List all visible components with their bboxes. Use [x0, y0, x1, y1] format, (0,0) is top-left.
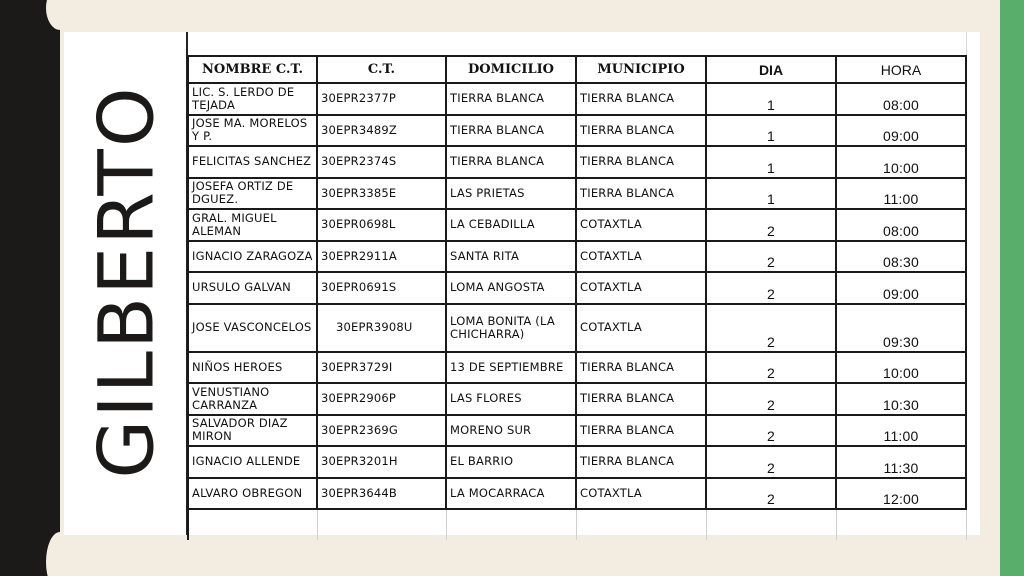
cell-municipio: TIERRA BLANCA [576, 352, 706, 384]
cell-dia: 1 [706, 146, 836, 178]
cell-domicilio: LA CEBADILLA [446, 209, 576, 241]
cell-ct: 30EPR0698L [317, 209, 446, 241]
table-row [188, 446, 966, 478]
cell-nombre: IGNACIO ZARAGOZA [188, 241, 317, 273]
cell-hora: 08:30 [836, 241, 966, 273]
cell-ct: 30EPR2906P [317, 383, 446, 415]
cell-municipio: COTAXTLA [576, 304, 706, 352]
table-row [188, 115, 966, 147]
dark-side-band [0, 0, 60, 576]
cell-dia: 2 [706, 352, 836, 384]
cell-municipio: COTAXTLA [576, 241, 706, 273]
cell-nombre: GRAL. MIGUEL ALEMAN [188, 209, 317, 241]
cell-municipio: TIERRA BLANCA [576, 446, 706, 478]
green-side-band [1000, 0, 1024, 576]
header-municipio: MUNICIPIO [576, 56, 706, 83]
cell-hora: 09:30 [836, 304, 966, 352]
cell-domicilio: TIERRA BLANCA [446, 115, 576, 147]
cell-dia: 2 [706, 209, 836, 241]
table-row [188, 241, 966, 273]
cell-hora: 10:00 [836, 352, 966, 384]
cell-hora: 11:30 [836, 446, 966, 478]
header-dia: DIA [706, 56, 836, 83]
table-row [188, 304, 966, 352]
cell-municipio: TIERRA BLANCA [576, 146, 706, 178]
cell-domicilio: LAS FLORES [446, 383, 576, 415]
cell-nombre: JOSE VASCONCELOS [188, 304, 317, 352]
cell-hora: 09:00 [836, 115, 966, 147]
cell-domicilio: LOMA ANGOSTA [446, 272, 576, 304]
cell-domicilio: TIERRA BLANCA [446, 83, 576, 115]
schedule-table [187, 55, 967, 540]
table-row [188, 146, 966, 178]
cell-dia: 2 [706, 446, 836, 478]
table-row [188, 209, 966, 241]
cell-dia: 2 [706, 272, 836, 304]
cell-ct: 30EPR0691S [317, 272, 446, 304]
cell-dia: 1 [706, 178, 836, 210]
cell-nombre: LIC. S. LERDO DE TEJADA [188, 83, 317, 115]
cell-domicilio: 13 DE SEPTIEMBRE [446, 352, 576, 384]
cell-ct: 30EPR2911A [317, 241, 446, 273]
cell-hora: 11:00 [836, 415, 966, 447]
cell-nombre: NIÑOS HEROES [188, 352, 317, 384]
cell-dia: 1 [706, 83, 836, 115]
cell-hora: 09:00 [836, 272, 966, 304]
cell-hora: 10:30 [836, 383, 966, 415]
table-row [188, 415, 966, 447]
empty-cell [706, 509, 836, 540]
cell-hora: 08:00 [836, 83, 966, 115]
cell-nombre: JOSEFA ORTIZ DE DGUEZ. [188, 178, 317, 210]
empty-cell [188, 509, 317, 540]
cell-domicilio: SANTA RITA [446, 241, 576, 273]
cell-dia: 2 [706, 241, 836, 273]
cell-domicilio: LOMA BONITA (LA CHICHARRA) [446, 304, 576, 352]
cell-domicilio: LA MOCARRACA [446, 478, 576, 510]
cell-municipio: TIERRA BLANCA [576, 115, 706, 147]
sheet-grid-edge [966, 32, 980, 535]
cell-municipio: TIERRA BLANCA [576, 415, 706, 447]
empty-row [188, 509, 966, 540]
table-row [188, 83, 966, 115]
cell-nombre: VENUSTIANO CARRANZA [188, 383, 317, 415]
table-row [188, 478, 966, 510]
cell-municipio: COTAXTLA [576, 272, 706, 304]
table-row [188, 352, 966, 384]
table-header-row [188, 56, 966, 83]
cell-domicilio: MORENO SUR [446, 415, 576, 447]
table-row [188, 383, 966, 415]
cell-hora: 12:00 [836, 478, 966, 510]
cell-nombre: ALVARO OBREGON [188, 478, 317, 510]
cell-municipio: TIERRA BLANCA [576, 178, 706, 210]
cell-ct: 30EPR2369G [317, 415, 446, 447]
cell-domicilio: TIERRA BLANCA [446, 146, 576, 178]
empty-cell [446, 509, 576, 540]
cell-ct: 30EPR3489Z [317, 115, 446, 147]
cell-dia: 1 [706, 115, 836, 147]
table-row [188, 178, 966, 210]
cell-municipio: COTAXTLA [576, 209, 706, 241]
empty-cell [836, 509, 966, 540]
cell-hora: 10:00 [836, 146, 966, 178]
cell-municipio: COTAXTLA [576, 478, 706, 510]
cell-nombre: FELICITAS SANCHEZ [188, 146, 317, 178]
cell-hora: 11:00 [836, 178, 966, 210]
empty-cell [317, 509, 446, 540]
header-hora: HORA [836, 56, 966, 83]
cell-nombre: URSULO GALVAN [188, 272, 317, 304]
cell-ct: 30EPR3385E [317, 178, 446, 210]
cell-ct: 30EPR3644B [317, 478, 446, 510]
header-domicilio: DOMICILIO [446, 56, 576, 83]
cell-ct: 30EPR3201H [317, 446, 446, 478]
cell-dia: 2 [706, 304, 836, 352]
cell-nombre: JOSE MA. MORELOS Y P. [188, 115, 317, 147]
cell-nombre: SALVADOR DIAZ MIRON [188, 415, 317, 447]
empty-cell [576, 509, 706, 540]
table-row [188, 272, 966, 304]
cell-ct: 30EPR2377P [317, 83, 446, 115]
cell-domicilio: LAS PRIETAS [446, 178, 576, 210]
cell-domicilio: EL BARRIO [446, 446, 576, 478]
cell-municipio: TIERRA BLANCA [576, 383, 706, 415]
cell-ct: 30EPR3908U [317, 304, 446, 352]
header-ct: C.T. [317, 56, 446, 83]
cell-ct: 30EPR2374S [317, 146, 446, 178]
vertical-title: GILBERTO [81, 85, 171, 479]
cell-dia: 2 [706, 383, 836, 415]
cell-hora: 08:00 [836, 209, 966, 241]
cell-nombre: IGNACIO ALLENDE [188, 446, 317, 478]
cell-municipio: TIERRA BLANCA [576, 83, 706, 115]
cell-dia: 2 [706, 478, 836, 510]
header-nombre: NOMBRE C.T. [188, 56, 317, 83]
cell-ct: 30EPR3729I [317, 352, 446, 384]
cell-dia: 2 [706, 415, 836, 447]
